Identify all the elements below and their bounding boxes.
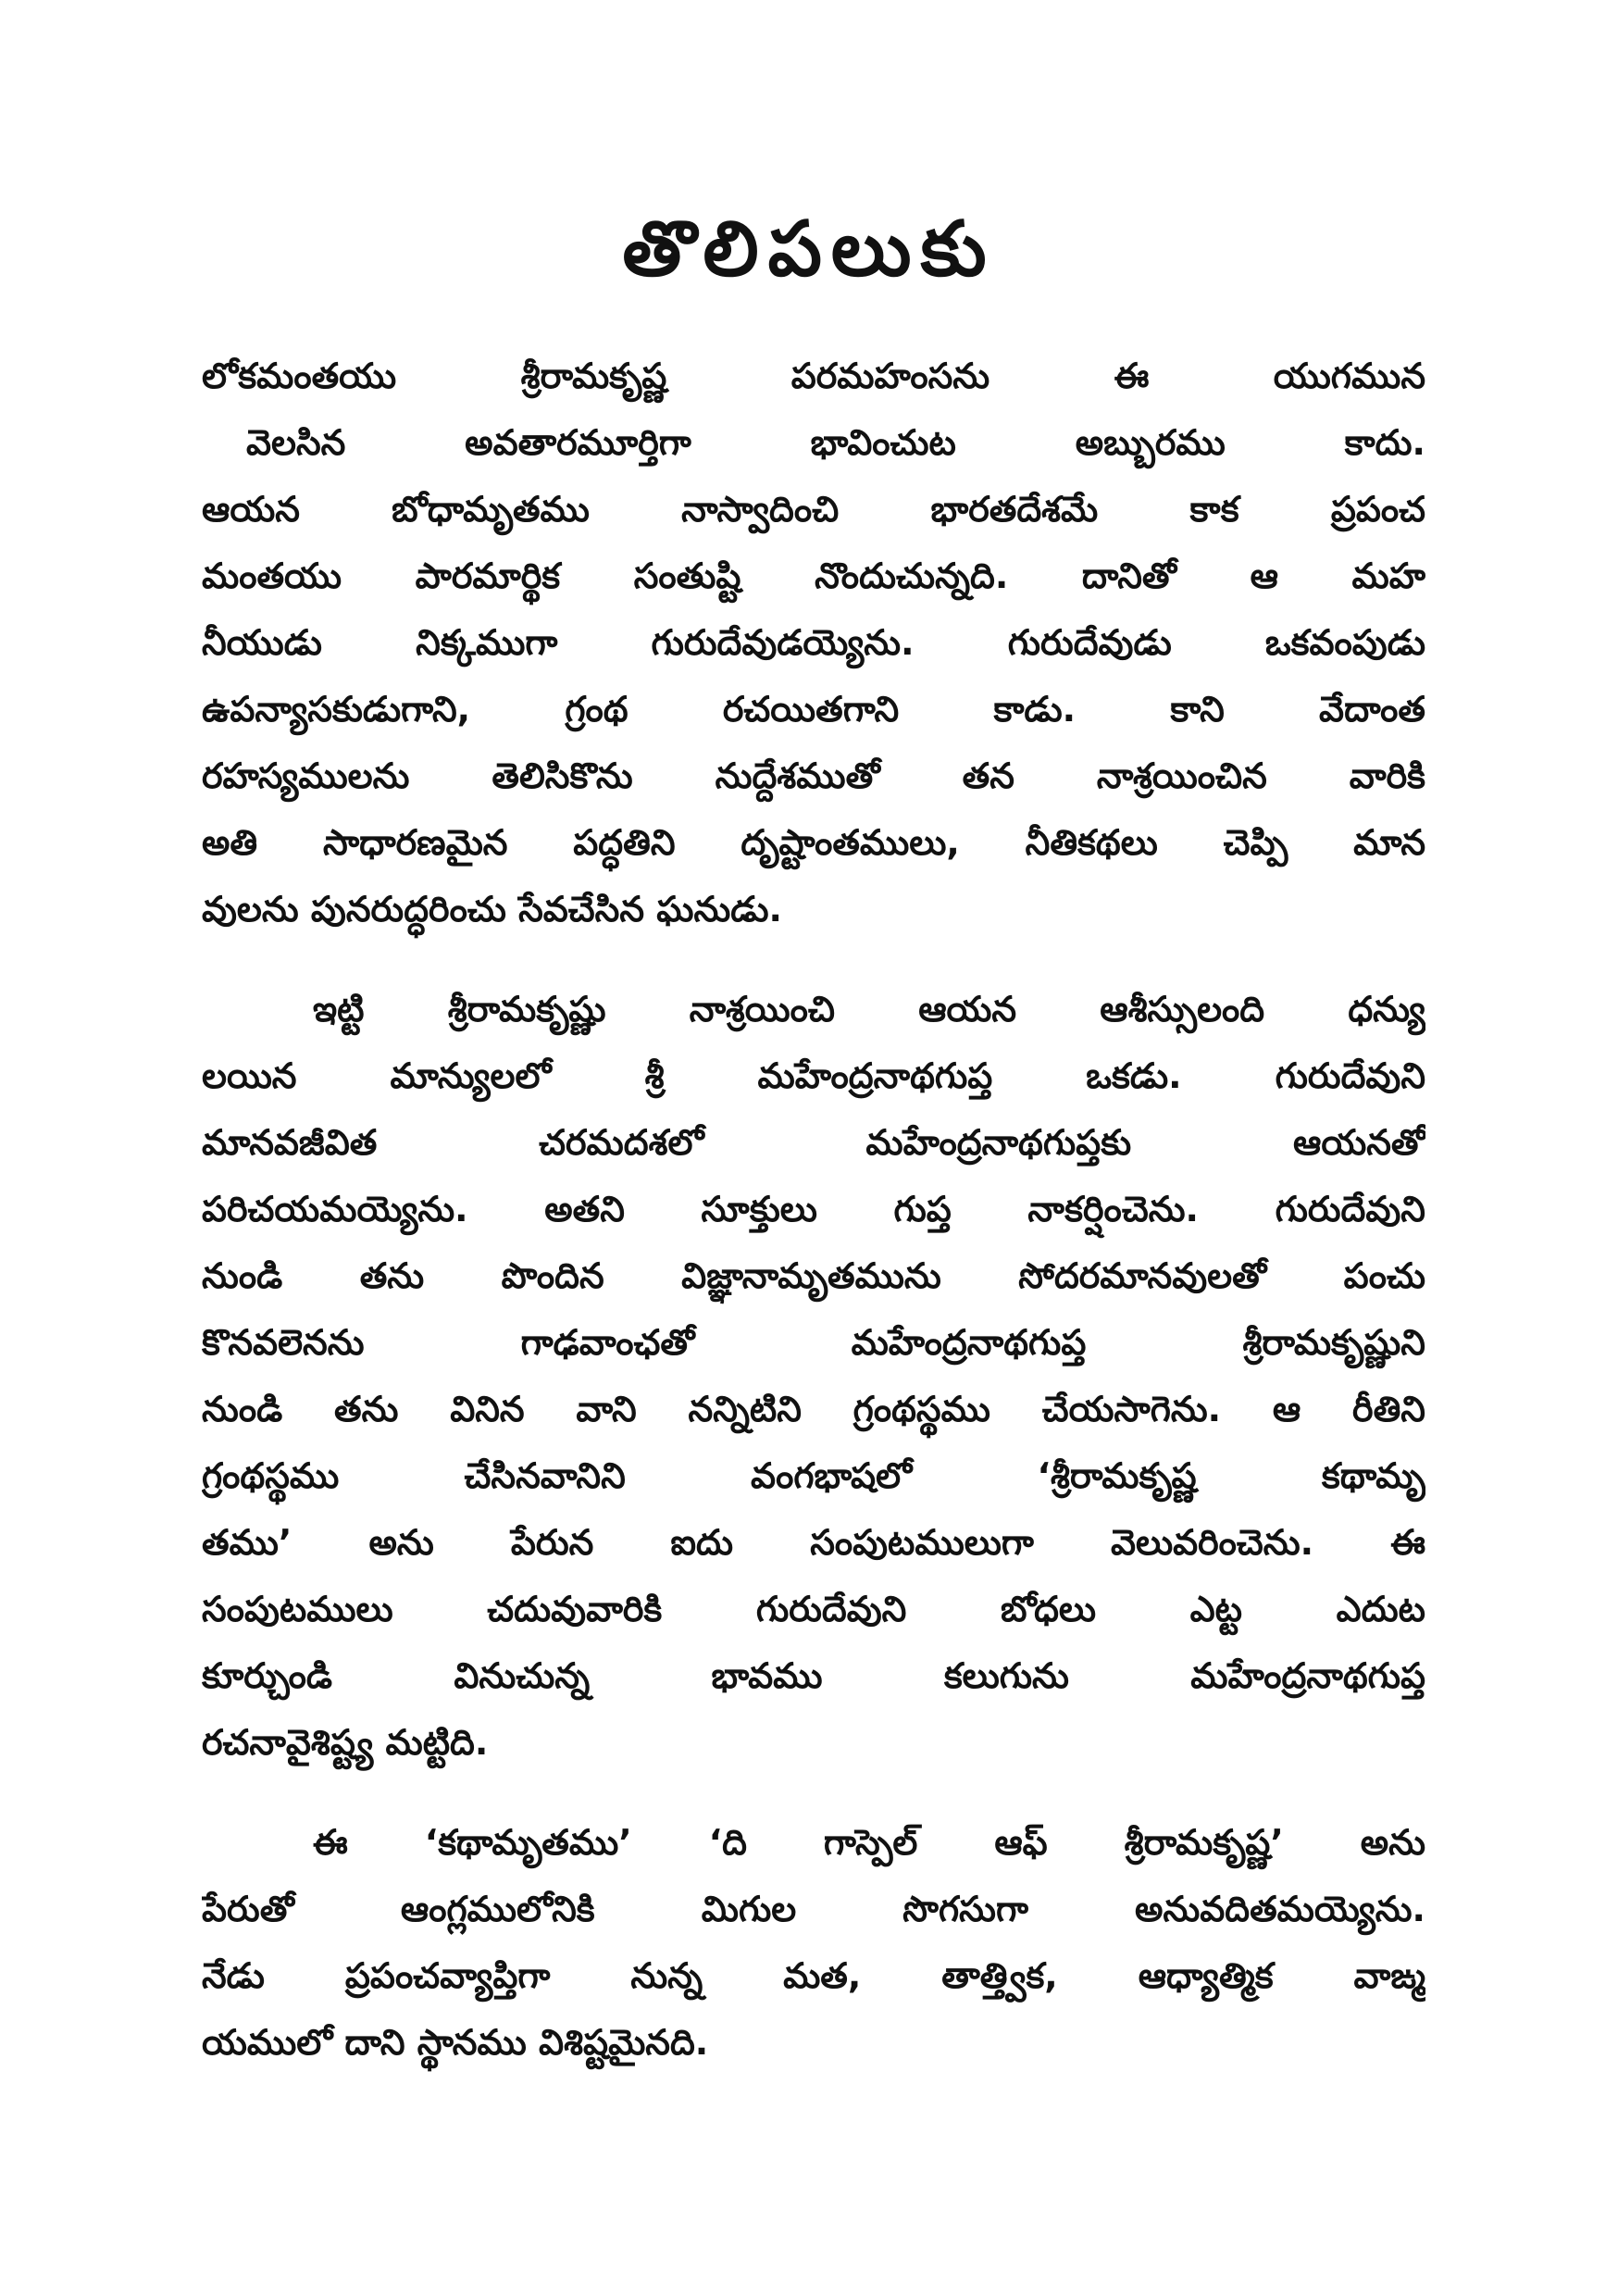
text-line: నుండి తను వినిన వాని నన్నిటిని గ్రంథస్థము చేయసాగెను. ఆ రీతిని [202,1389,1425,1429]
text-line: సంపుటములు చదువువారికి గురుదేవుని బోధలు ఎట్ట ఎదుట [202,1589,1425,1629]
text-line: అతి సాధారణమైన పద్ధతిని దృష్టాంతములు, నీతికథలు చెప్పి మాన [202,822,1425,863]
text-line: తము’ అను పేరున ఐదు సంపుటములుగా వెలువరించెను. ఈ [202,1522,1425,1563]
text-line: పేరుతో ఆంగ్లములోనికి మిగుల సొగసుగా అనువదితమయ్యెను. [202,1889,1425,1929]
paragraph-1 [202,343,1425,942]
text-line: ఈ ‘కథామృతము’ ‘ది గాస్పెల్ ఆఫ్ శ్రీరామకృష్ణ’ అను [313,1822,1425,1863]
text-line: వులను పునరుద్ధరించు సేవచేసిన ఘనుడు. [202,889,782,930]
text-line: ఆయన బోధామృతము నాస్వాదించి భారతదేశమే కాక ప్రపంచ [202,489,1425,530]
paragraph-3 [202,1809,1425,2076]
text-line: మంతయు పారమార్థిక సంతుష్టి నొందుచున్నది. దానితో ఆ మహ [202,555,1425,596]
text-line: రచనావైశిష్ట్య మట్టిది. [202,1722,489,1763]
text-line: లయిన మాన్యులలో శ్రీ మహేంద్రనాథగుప్త ఒకడు. గురుదేవుని [202,1055,1425,1096]
text-line: వెలసిన అవతారమూర్తిగా భావించుట అబ్బురము కాదు. [246,422,1425,463]
text-line: నుండి తను పొందిన విజ్ఞానామృతమును సోదరమానవులతో పంచు [202,1255,1425,1296]
text-line: ఉపన్యాసకుడుగాని, గ్రంథ రచయితగాని కాడు. కాని వేదాంత [202,689,1425,730]
text-line: గ్రంథస్థము చేసినవానిని వంగభాషలో ‘శ్రీరామకృష్ణ కథామృ [202,1455,1425,1496]
text-line: నేడు ప్రపంచవ్యాప్తిగా నున్న మత, తాత్త్విక, ఆధ్యాత్మిక వాఙ్మ [202,1955,1425,1996]
text-line: మానవజీవిత చరమదశలో మహేంద్రనాథగుప్తకు ఆయనతో [202,1122,1425,1163]
text-line: కూర్చుండి వినుచున్న భావము కలుగును మహేంద్రనాథగుప్త [202,1655,1425,1696]
text-line: యములో దాని స్థానము విశిష్టమైనది. [202,2022,709,2063]
text-line: ఇట్టి శ్రీరామకృష్ణు నాశ్రయించి ఆయన ఆశీస్సులంది ధన్యు [313,989,1425,1029]
document-body [202,343,1425,2076]
text-line: లోకమంతయు శ్రీరామకృష్ణ పరమహంసను ఈ యుగమున [202,356,1425,396]
page-title: తొలిపలుకు [622,206,996,293]
text-line: నీయుడు నిక్కముగా గురుదేవుడయ్యెను. గురుదేవుడు ఒకవంపుడు [202,622,1425,663]
text-line: కొనవలెనను గాఢవాంఛతో మహేంద్రనాథగుప్త శ్రీరామకృష్ణుని [202,1322,1425,1363]
paragraph-2 [202,976,1425,1776]
text-line: పరిచయమయ్యెను. అతని సూక్తులు గుప్త నాకర్షించెను. గురుదేవుని [202,1189,1425,1229]
text-line: రహస్యములను తెలిసికొను నుద్దేశముతో తన నాశ్రయించిన వారికి [202,755,1425,796]
